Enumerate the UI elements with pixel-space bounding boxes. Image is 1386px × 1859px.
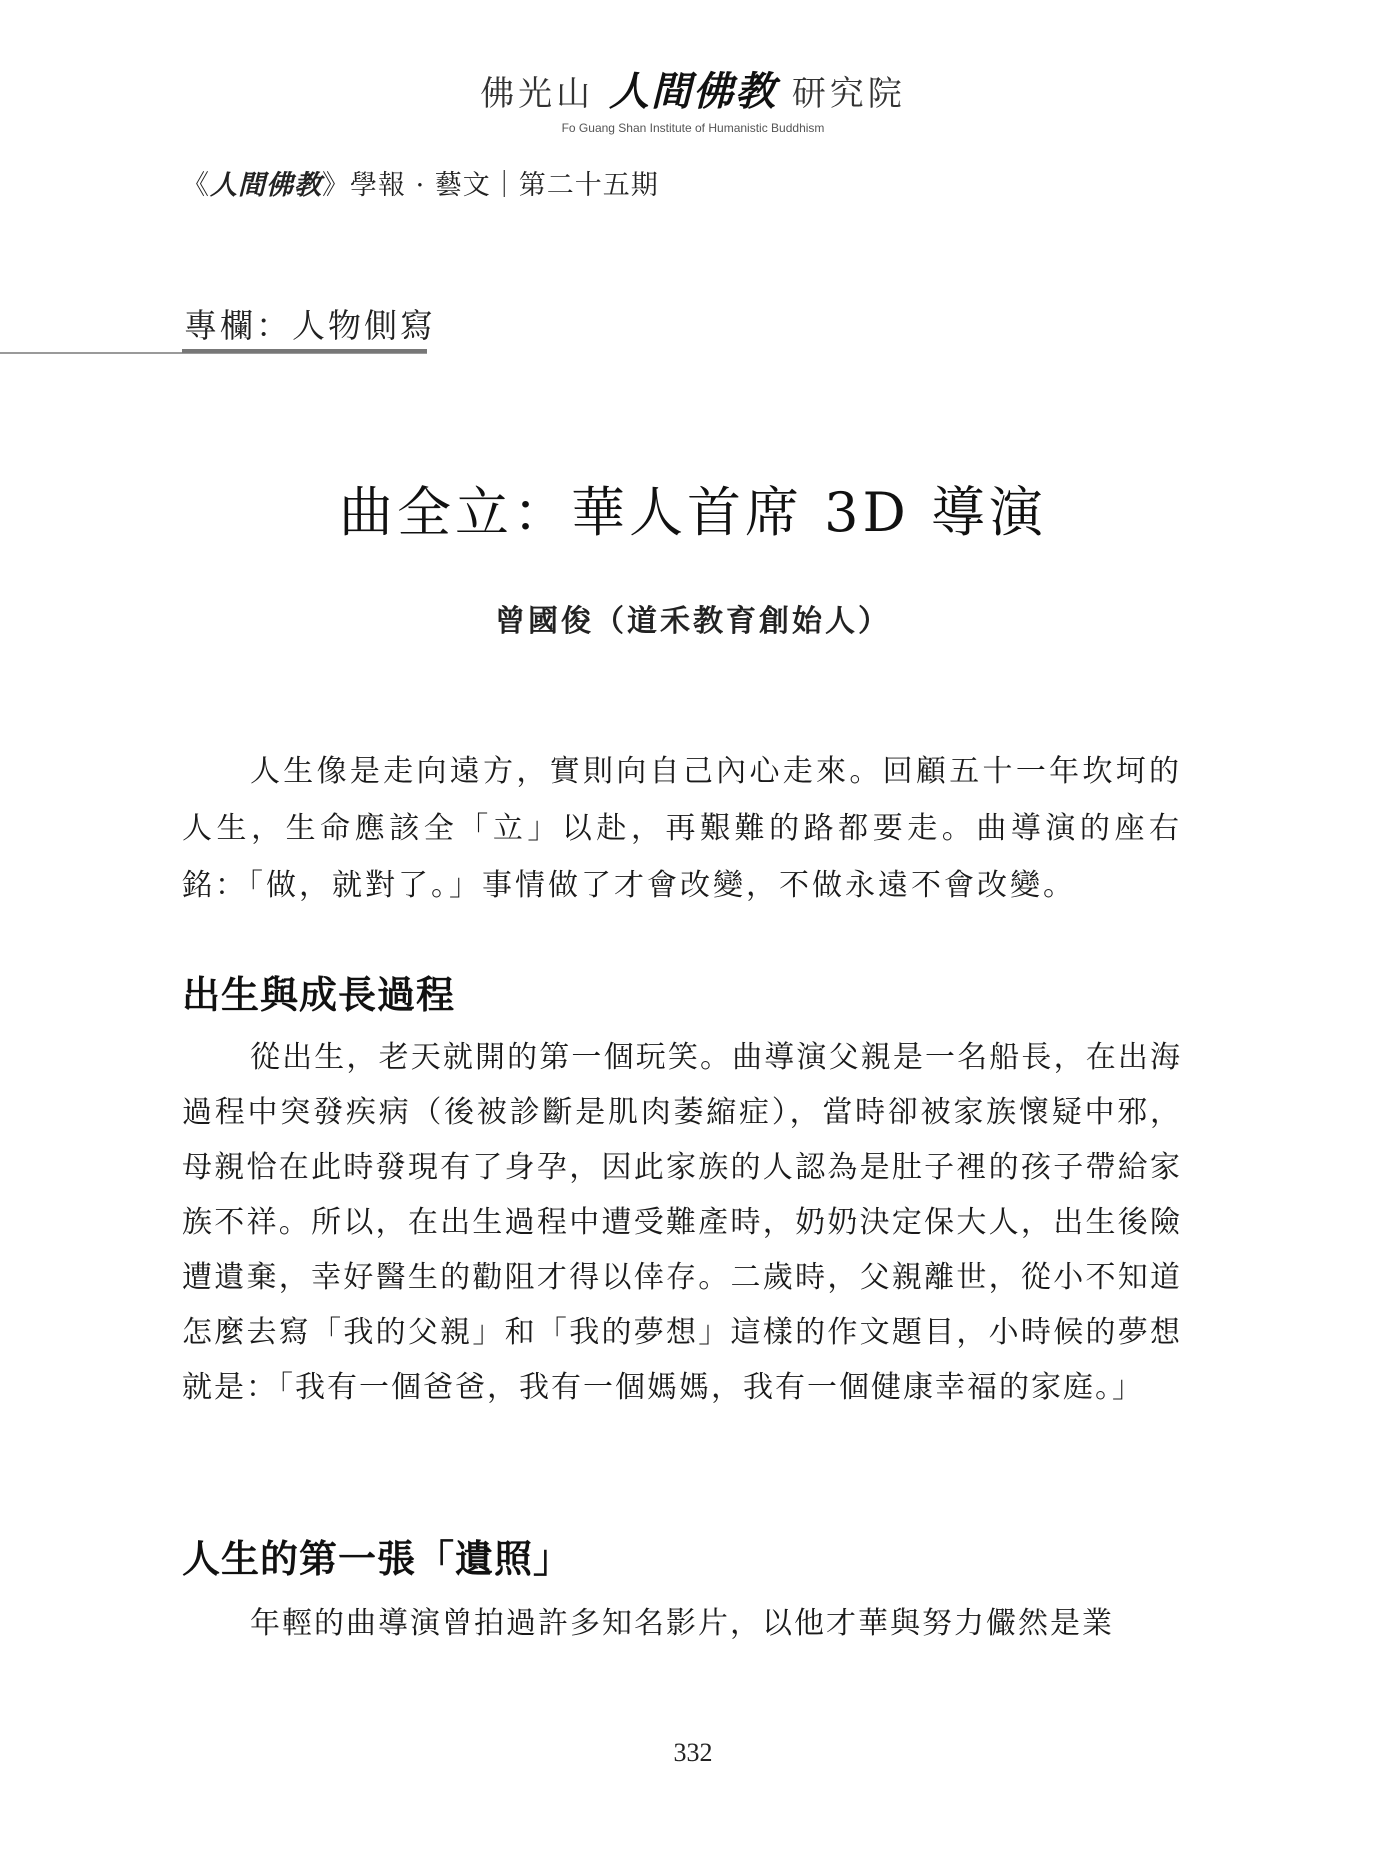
section-text-photo: 年輕的曲導演曾拍過許多知名影片，以他才華與努力儼然是業 bbox=[250, 1606, 1114, 1641]
intro-paragraph bbox=[182, 743, 1182, 914]
section-body-photo bbox=[182, 1596, 1182, 1651]
logo-english: Fo Guang Shan Institute of Humanistic Buddhism bbox=[561, 121, 825, 135]
logo-suffix: 研究院 bbox=[791, 74, 906, 114]
section-body-birth bbox=[182, 1030, 1182, 1415]
article-title: 曲全立：華人首席 3D 導演 bbox=[339, 481, 1047, 544]
journal-open: 《 bbox=[182, 170, 210, 201]
journal-brand: 人間佛教 bbox=[210, 170, 322, 201]
column-underline bbox=[182, 349, 427, 353]
intro-text: 人生像是走向遠方，實則向自己內心走來。回顧五十一年坎坷的人生，生命應該全「立」以赴，再艱難的路都要走。曲導演的座右銘：「做，就對了。」事情做了才會改變，不做永遠不會改變。 bbox=[182, 754, 1182, 903]
logo-prefix: 佛光山 bbox=[480, 74, 595, 114]
article-author: 曾國俊（道禾教育創始人） bbox=[495, 604, 891, 639]
section-heading-birth: 出生與成長過程 bbox=[182, 973, 456, 1017]
section-heading-photo: 人生的第一張「遺照」 bbox=[182, 1537, 573, 1581]
column-label: 專欄：人物側寫 bbox=[184, 306, 436, 345]
logo-title bbox=[0, 60, 1386, 117]
page-number: 332 bbox=[673, 1738, 713, 1767]
section-text-birth: 從出生，老天就開的第一個玩笑。曲導演父親是一名船長，在出海過程中突發疾病（後被診斷是肌肉萎縮症），當時卻被家族懷疑中邪，母親恰在此時發現有了身孕，因此家族的人認為是肚子裡的孩子帶給家族不祥。所以，在出生過程中遭受難產時，奶奶決定保大人，出生後險遭遺棄，幸好醫生的勸阻才得以倖存。二歲時，父親離世，從小不知道怎麼去寫「我的父親」和「我的夢想」這樣的作文題目，小時候的夢想就是：「我有一個爸爸，我有一個媽媽，我有一個健康幸福的家庭。」 bbox=[182, 1040, 1182, 1405]
logo-brand: 人間佛教 bbox=[609, 69, 777, 115]
institute-logo bbox=[0, 60, 1386, 135]
journal-header bbox=[182, 163, 659, 202]
journal-issue: 》學報 · 藝文｜第二十五期 bbox=[322, 170, 659, 201]
